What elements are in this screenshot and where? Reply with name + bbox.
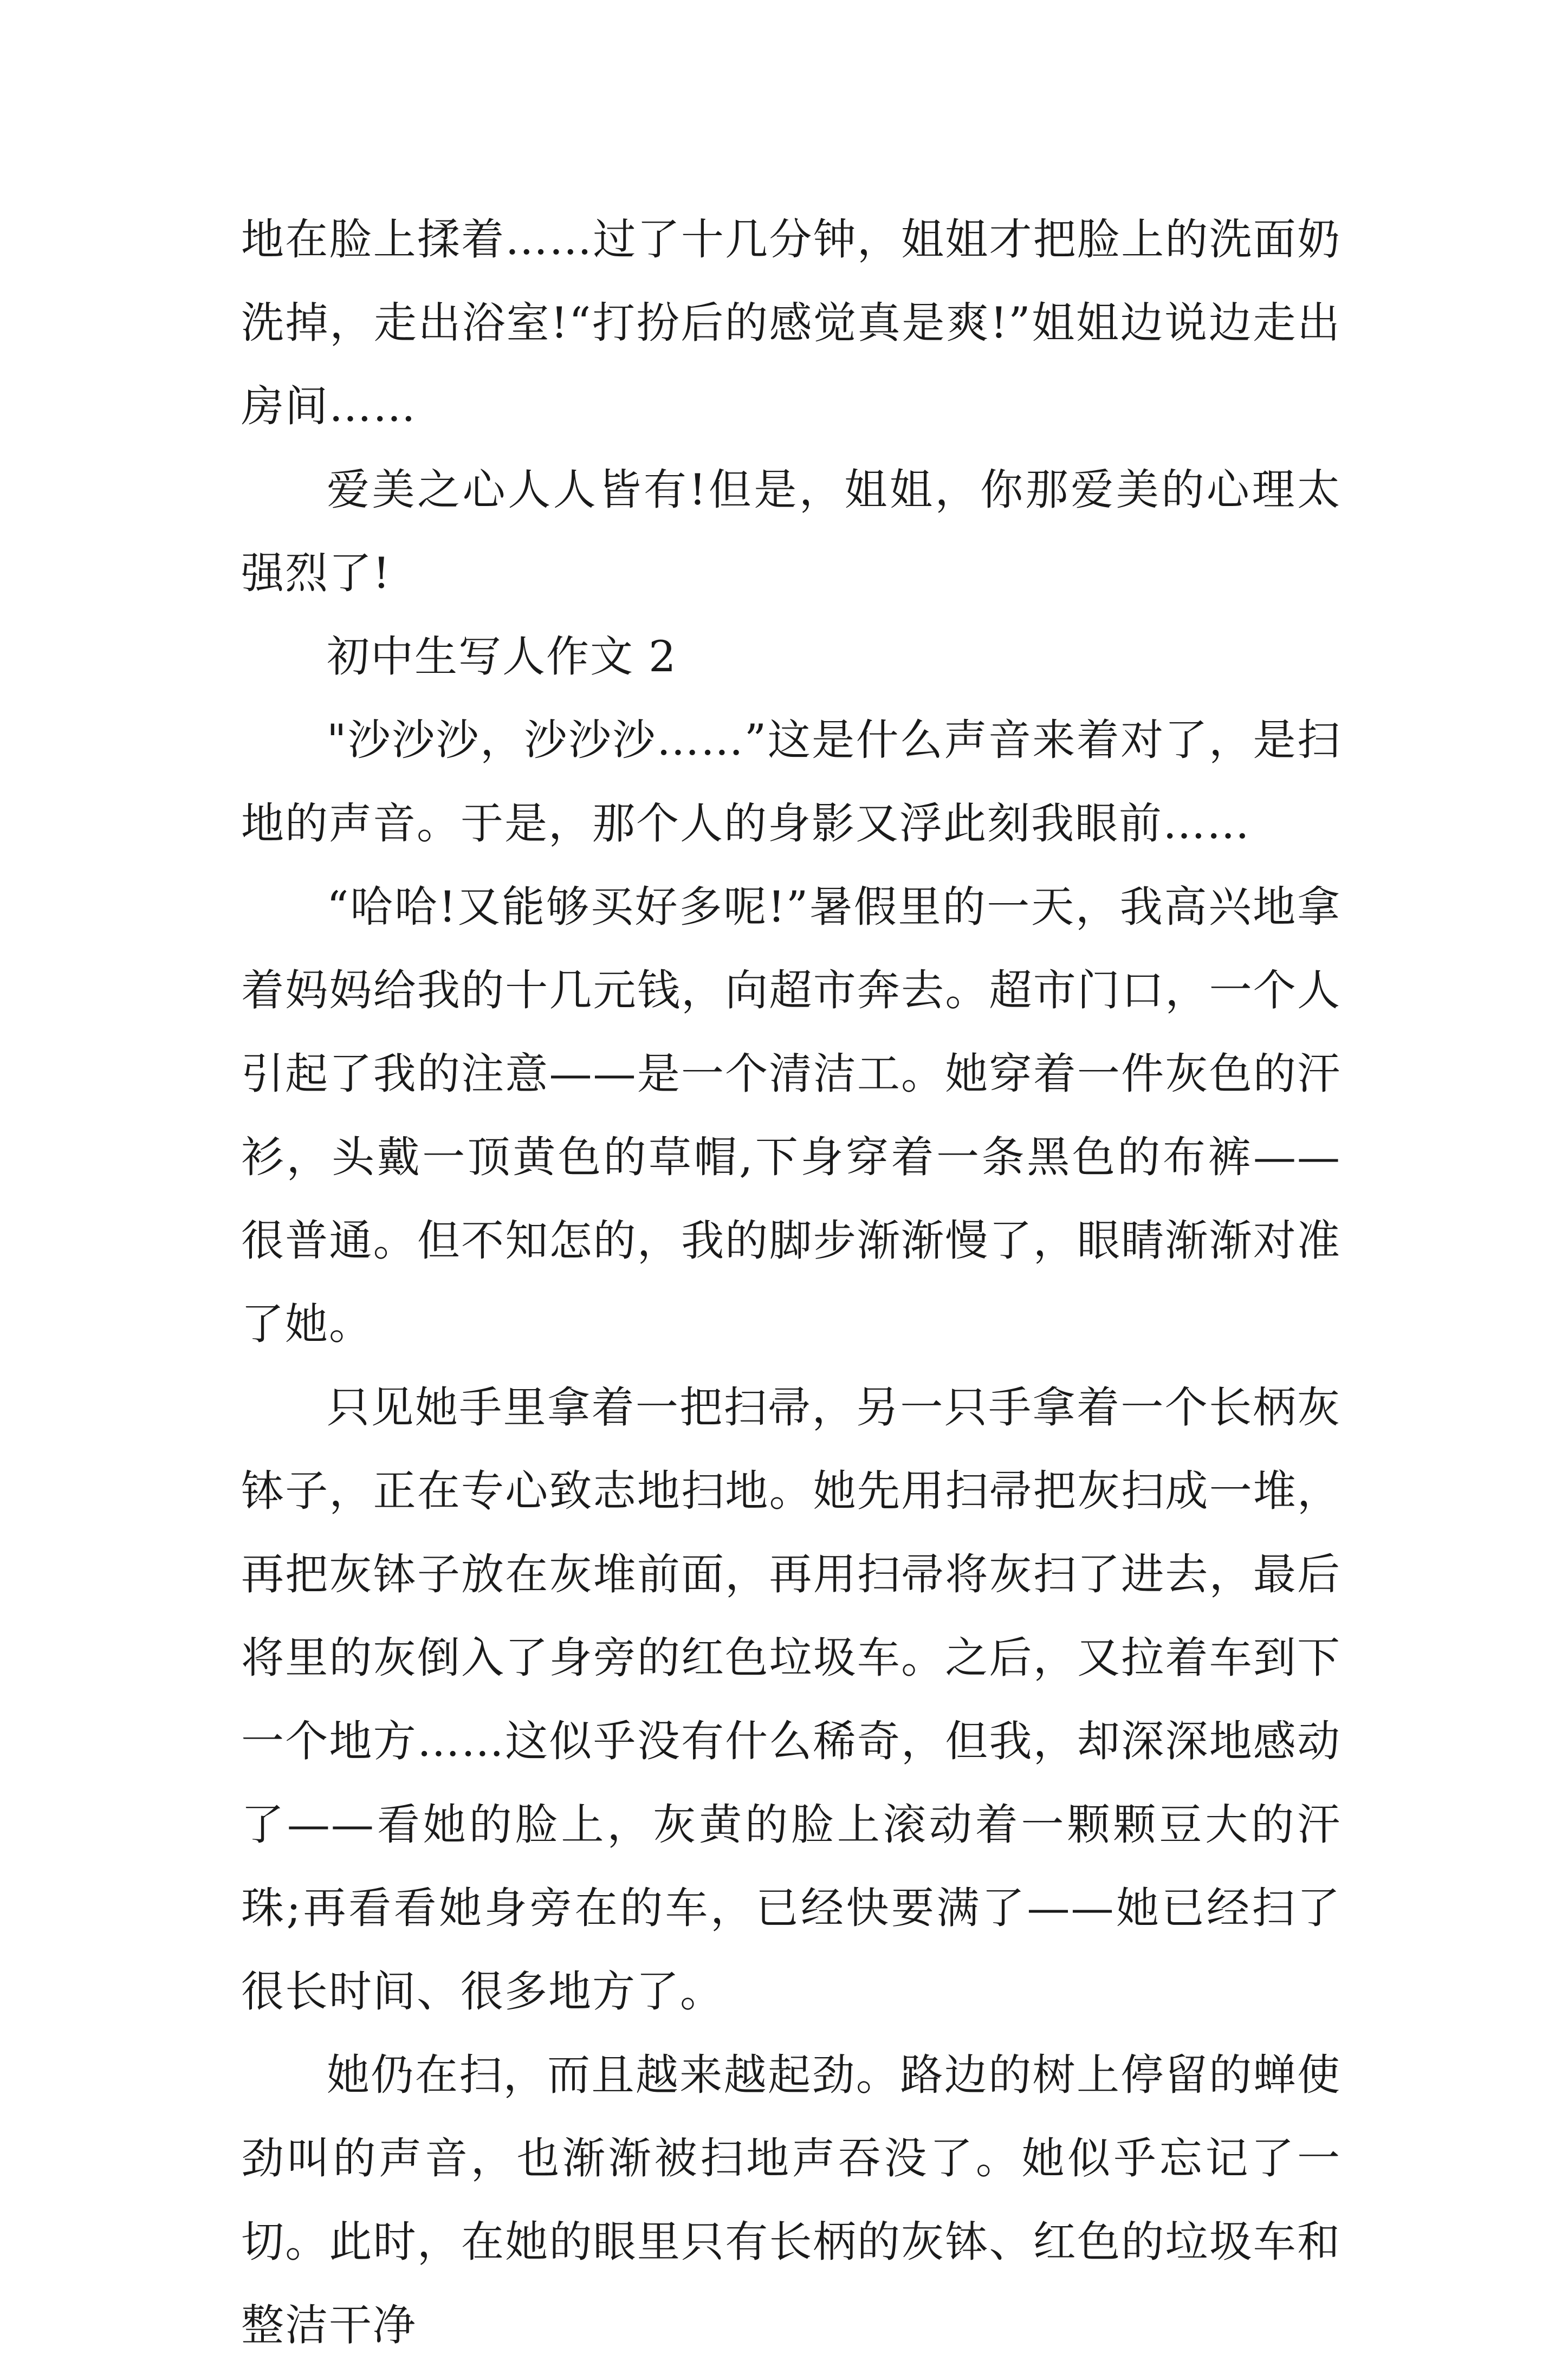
essay-title: 初中生写人作文 2 (327, 632, 677, 682)
paragraph-continuation: 地在脸上揉着……过了十几分钟，姐姐才把脸上的洗面奶洗掉，走出浴室!“打扮后的感觉真是爽!”姐姐边说边走出房间…… (241, 215, 1341, 431)
paragraph-sweeping-sound: "沙沙沙，沙沙沙……”这是什么声音来着对了，是扫地的声音。于是，那个人的身影又浮此刻我眼前…… (241, 715, 1341, 848)
paragraph-beauty-comment: 爱美之心人人皆有!但是，姐姐，你那爱美的心理太强烈了! (241, 465, 1341, 598)
paragraph-still-sweeping: 她仍在扫，而且越来越起劲。路边的树上停留的蝉使劲叫的声音，也渐渐被扫地声吞没了。她似乎忘记了一切。此时，在她的眼里只有长柄的灰钵、红色的垃圾车和整洁干净 (241, 2050, 1341, 2350)
paragraph-sweeping-work: 只见她手里拿着一把扫帚，另一只手拿着一个长柄灰钵子，正在专心致志地扫地。她先用扫帚把灰扫成一堆，再把灰钵子放在灰堆前面，再用扫帚将灰扫了进去，最后将里的灰倒入了身旁的红色垃圾车。之后，又拉着车到下一个地方……这似乎没有什么稀奇，但我，却深深地感动了——看她的脸上，灰黄的脸上滚动着一颗颗豆大的汗珠;再看看她身旁在的车，已经快要满了——她已经扫了很长时间、很多地方了。 (241, 1383, 1341, 2016)
paragraph-summer-day: “哈哈!又能够买好多呢!”暑假里的一天，我高兴地拿着妈妈给我的十几元钱，向超市奔去。超市门口，一个人引起了我的注意——是一个清洁工。她穿着一件灰色的汗衫，头戴一顶黄色的草帽,下身穿着一条黑色的布裤——很普通。但不知怎的，我的脚步渐渐慢了，眼睛渐渐对准了她。 (241, 882, 1341, 1349)
essay-body (241, 198, 1341, 2367)
